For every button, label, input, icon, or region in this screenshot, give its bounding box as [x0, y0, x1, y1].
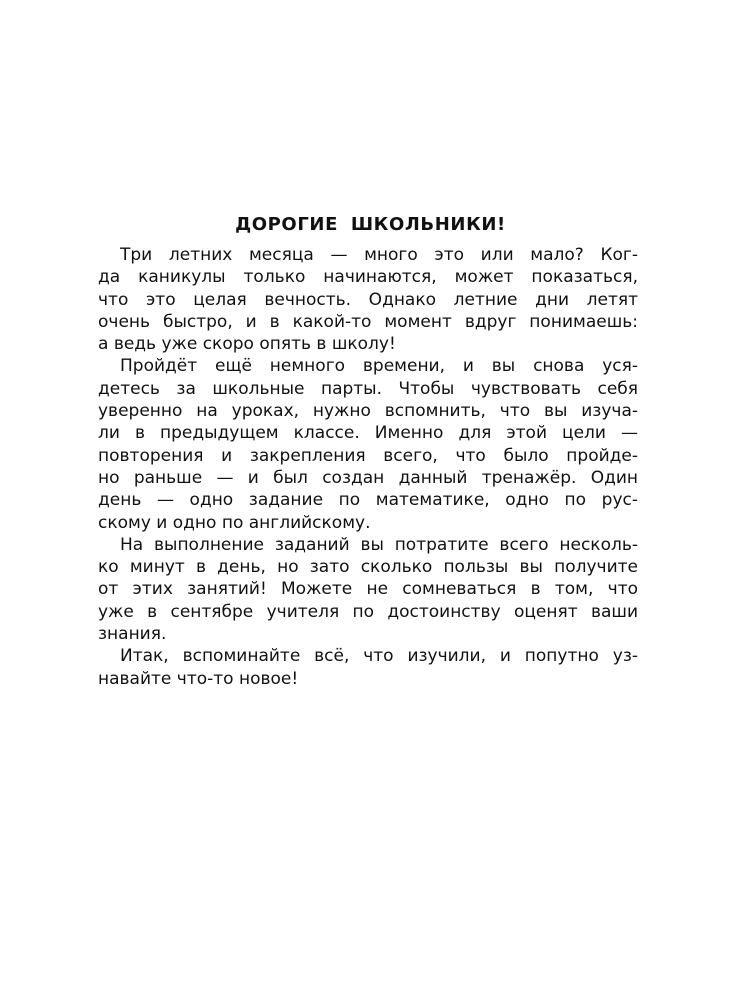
text-line: уже в сентябре учителя по достоинству оценят ваши — [98, 601, 638, 622]
text-line: от этих занятий! Можете не сомневаться в том, что — [98, 579, 638, 600]
text-line: Три летних месяца — много это или мало? Ког- — [120, 245, 638, 265]
text-line: день — одно задание по математике, одно по рус- — [98, 490, 638, 511]
text-line: Итак, вспоминайте всё, что изучили, и попутно уз- — [120, 646, 638, 667]
text-line: знания. — [98, 624, 167, 645]
text-line: скому и одно по английскому. — [98, 512, 371, 533]
text-line: ко минут в день, но зато сколько пользы вы получите — [98, 557, 638, 578]
body-text — [98, 244, 638, 690]
text-line: детесь за школьные парты. Чтобы чувствовать себя — [98, 378, 638, 399]
text-line: да каникулы только начинаются, может показаться, — [98, 267, 638, 288]
text-line: но раньше — и был создан данный тренажёр. Один — [98, 467, 638, 488]
text-line: На выполнение заданий вы потратите всего несколь- — [120, 534, 638, 555]
paragraph-3 — [98, 534, 638, 645]
text-line: ли в предыдущем классе. Именно для этой цели — — [98, 423, 638, 444]
text-line: что это целая вечность. Однако летние дни летят — [98, 289, 638, 310]
text-line: навайте что-то новое! — [98, 668, 299, 689]
paragraph-1 — [98, 244, 638, 355]
text-line: а ведь уже скоро опять в школу! — [98, 334, 396, 355]
text-line: уверенно на уроках, нужно вспомнить, что вы изуча- — [98, 401, 638, 422]
text-line: очень быстро, и в какой-то момент вдруг понимаешь: — [98, 311, 638, 332]
paragraph-4 — [98, 645, 638, 690]
text-line: повторения и закрепления всего, что было пройде- — [98, 445, 638, 466]
paragraph-2 — [98, 355, 638, 533]
page-title: ДОРОГИЕ ШКОЛЬНИКИ! — [235, 214, 506, 235]
text-line: Пройдёт ещё немного времени, и вы снова уся- — [120, 356, 638, 377]
